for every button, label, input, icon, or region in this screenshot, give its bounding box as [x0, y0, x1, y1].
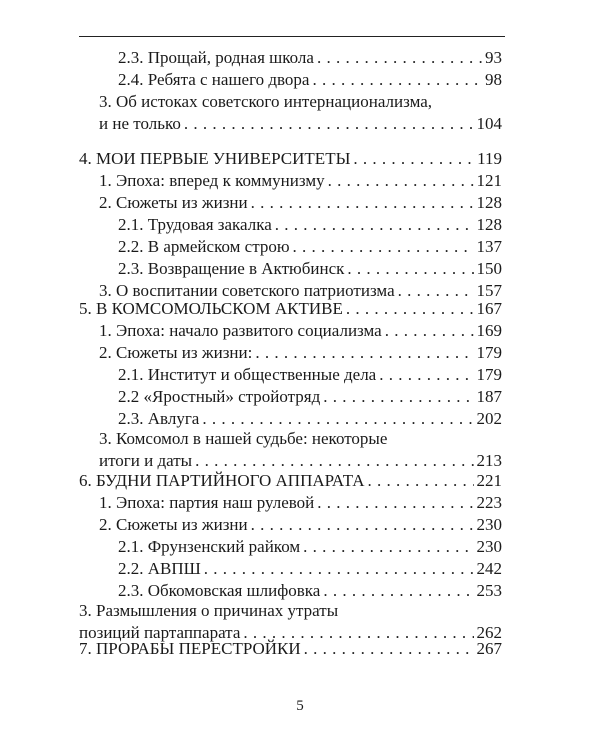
toc-entry-line [99, 492, 502, 514]
toc-page-number: 128 [476, 215, 502, 234]
toc-entry-title: 1. Эпоха: начало развитого социализма [99, 321, 382, 340]
toc-page-number: 202 [476, 409, 502, 428]
toc-entry-line [118, 236, 502, 258]
toc-page-number: 137 [476, 237, 502, 256]
toc-entry-line [118, 214, 502, 236]
dot-leader [312, 69, 482, 91]
toc-entry-title: 2. Сюжеты из жизни [99, 193, 248, 212]
toc-entry[interactable] [99, 320, 502, 342]
toc-entry[interactable] [118, 47, 502, 69]
toc-entry[interactable] [118, 580, 502, 602]
toc-entry-title: 2.2. АВПШ [118, 559, 201, 578]
dot-leader [379, 364, 473, 386]
toc-entry[interactable] [79, 470, 502, 492]
dot-leader [202, 408, 473, 430]
toc-page-number: 179 [476, 365, 502, 384]
toc-entry-title: 3. О воспитании советского патриотизма [99, 281, 395, 300]
dot-leader [317, 492, 473, 514]
dot-leader [346, 298, 474, 320]
dot-leader [303, 536, 473, 558]
toc-entry[interactable] [118, 536, 502, 558]
toc-page-number: 119 [477, 149, 502, 168]
toc-entry-title: 2.2. В армейском строю [118, 237, 290, 256]
toc-entry-line [118, 580, 502, 602]
dot-leader [293, 236, 474, 258]
dot-leader [317, 47, 482, 69]
toc-entry-title: 2.3. Возвращение в Актюбинск [118, 259, 345, 278]
toc-entry[interactable] [118, 214, 502, 236]
toc-page-number: 253 [476, 581, 502, 600]
toc-entry-line [99, 320, 502, 342]
toc-entry-line [79, 148, 502, 170]
toc-entry-line [118, 69, 502, 91]
toc-entry-title: 1. Эпоха: партия наш рулевой [99, 493, 315, 512]
toc-entry[interactable] [99, 170, 502, 192]
toc-entry[interactable] [118, 69, 502, 91]
toc-entry-line [118, 47, 502, 69]
toc-page-number: 104 [476, 114, 502, 133]
toc-entry[interactable] [99, 514, 502, 536]
toc-entry[interactable] [99, 91, 502, 135]
toc-page-number: 150 [476, 259, 502, 278]
toc-entry-title: 2.1. Институт и общественные дела [118, 365, 377, 384]
dot-leader [275, 214, 474, 236]
dot-leader [184, 113, 474, 135]
toc-page-number: 179 [476, 343, 502, 362]
dot-leader [304, 638, 474, 660]
toc-entry[interactable] [118, 258, 502, 280]
toc-page-number: 223 [476, 493, 502, 512]
toc-entry-title: 1. Эпоха: вперед к коммунизму [99, 171, 325, 190]
toc-entry[interactable] [99, 492, 502, 514]
toc-entry-line [99, 192, 502, 214]
toc-entry-title-continued: позиций партаппарата [79, 623, 241, 642]
toc-entry[interactable] [79, 298, 502, 320]
toc-entry-title: 3. Об истоках советского интернационализма, [99, 92, 433, 111]
toc-entry-line [99, 113, 502, 135]
dot-leader [328, 170, 474, 192]
toc-entry-title: 6. БУДНИ ПАРТИЙНОГО АППАРАТА [79, 471, 365, 490]
toc-entry-title: 2. Сюжеты из жизни [99, 515, 248, 534]
toc-entry[interactable] [79, 148, 502, 170]
toc-entry-title: 7. ПРОРАБЫ ПЕРЕСТРОЙКИ [79, 639, 301, 658]
toc-entry-title-continued: и не только [99, 114, 181, 133]
toc-entry-line [118, 386, 502, 408]
toc-page-number: 230 [476, 537, 502, 556]
toc-entry-line [118, 558, 502, 580]
dot-leader [251, 514, 474, 536]
toc-entry-title: 3. Комсомол в нашей судьбе: некоторые [99, 429, 388, 448]
toc-entry-line [79, 638, 502, 660]
toc-page-number: 242 [476, 559, 502, 578]
toc-entry-title: 2.3. Прощай, родная школа [118, 48, 314, 67]
toc-entry-title: 2.3. Авлуга [118, 409, 200, 428]
dot-leader [353, 148, 474, 170]
toc-entry-title: 5. В КОМСОМОЛЬСКОМ АКТИВЕ [79, 299, 343, 318]
toc-entry-line [118, 536, 502, 558]
toc-entry-title: 3. Размышления о причинах утраты [79, 601, 339, 620]
toc-entry-title: 2.2 «Яростный» стройотряд [118, 387, 321, 406]
toc-page-number: 262 [476, 623, 502, 642]
toc-entry-line [79, 470, 502, 492]
toc-page-number: 157 [476, 281, 502, 300]
dot-leader [323, 386, 473, 408]
toc-entry-line [118, 258, 502, 280]
toc-entry[interactable] [99, 342, 502, 364]
toc-page-number: 230 [476, 515, 502, 534]
toc-page-number: 93 [485, 48, 502, 67]
toc-entry-title: 2.1. Трудовая закалка [118, 215, 272, 234]
toc-entry-line [99, 450, 502, 472]
dot-leader [204, 558, 474, 580]
toc-entry[interactable] [118, 386, 502, 408]
dot-leader [385, 320, 474, 342]
toc-entry-line [79, 298, 502, 320]
toc-page-number: 267 [476, 639, 502, 658]
toc-page-number: 98 [485, 70, 502, 89]
dot-leader [195, 450, 473, 472]
toc-entry-line [118, 364, 502, 386]
page-number: 5 [296, 698, 304, 714]
dot-leader [255, 342, 473, 364]
toc-entry[interactable] [118, 408, 502, 430]
toc-entry[interactable] [118, 558, 502, 580]
toc-page-number: 187 [476, 387, 502, 406]
toc-page-number: 213 [476, 451, 502, 470]
dot-leader [323, 580, 473, 602]
toc-entry[interactable] [99, 192, 502, 214]
toc-entry[interactable] [118, 236, 502, 258]
toc-entry-line [99, 342, 502, 364]
toc-entry-title: 2.4. Ребята с нашего двора [118, 70, 310, 89]
toc-entry-title: 2.1. Фрунзенский райком [118, 537, 301, 556]
dot-leader [368, 470, 474, 492]
toc-page-number: 169 [476, 321, 502, 340]
toc-page-number: 167 [476, 299, 502, 318]
toc-entry-title: 4. МОИ ПЕРВЫЕ УНИВЕРСИТЕТЫ [79, 149, 351, 168]
toc-entry-line [99, 170, 502, 192]
toc-entry-title-continued: итоги и даты [99, 451, 193, 470]
toc-page-number: 121 [476, 171, 502, 190]
toc-page-number: 221 [476, 471, 502, 490]
dot-leader [251, 192, 474, 214]
dot-leader [347, 258, 473, 280]
toc-entry-title: 2.3. Обкомовская шлифовка [118, 581, 321, 600]
toc-entry[interactable] [79, 638, 502, 660]
toc-page-number: 128 [476, 193, 502, 212]
toc-entry[interactable] [118, 364, 502, 386]
toc-entry[interactable] [99, 428, 502, 472]
toc-entry-line [99, 514, 502, 536]
toc-entry-title: 2. Сюжеты из жизни: [99, 343, 253, 362]
toc-entry-line [118, 408, 502, 430]
